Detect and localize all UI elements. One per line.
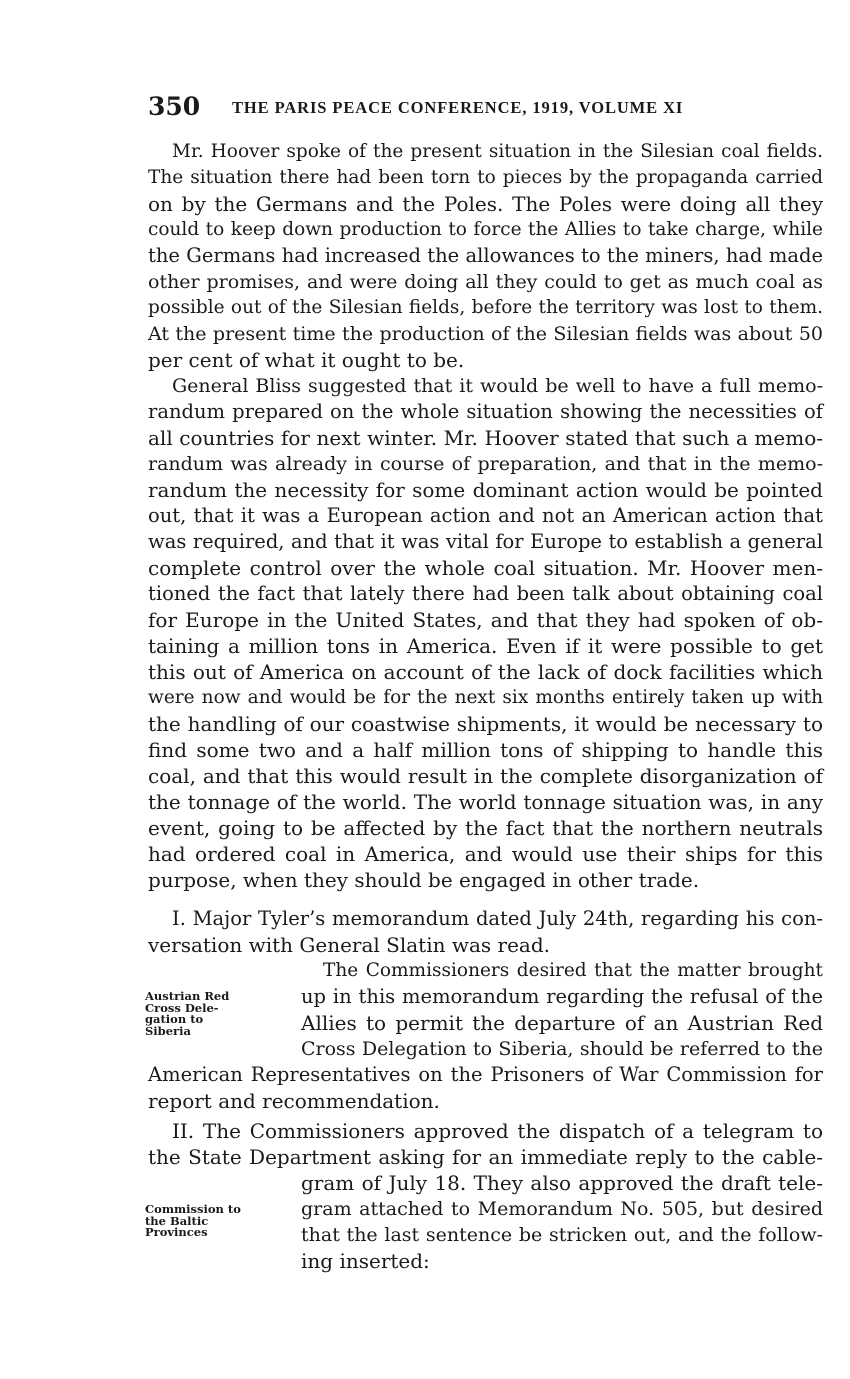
text-line: randum was already in course of preparation, and that in the memo-	[148, 453, 823, 475]
text-line: event, going to be affected by the fact that the northern neutrals	[148, 816, 823, 840]
text-line: coal, and that this would result in the complete disorganization of	[148, 764, 823, 788]
text-line: the tonnage of the world. The world tonnage situation was, in any	[148, 790, 823, 814]
text-line: taining a million tons in America. Even if it were possible to get	[148, 634, 823, 658]
text-line: gram of July 18. They also approved the draft tele-	[301, 1171, 823, 1195]
page-number: 350	[148, 92, 201, 121]
margin-note-baltic-provinces	[145, 1204, 255, 1239]
margin-note-line: Commission to	[145, 1202, 241, 1216]
text-line: Allies to permit the departure of an Austrian Red	[301, 1011, 823, 1035]
text-line: I. Major Tyler’s memorandum dated July 24th, regarding his con-	[172, 907, 823, 930]
text-line: were now and would be for the next six months entirely taken up with	[148, 687, 823, 708]
margin-note-line: Austrian Red	[145, 989, 230, 1003]
text-line: on by the Germans and the Poles. The Poles were doing all they	[148, 192, 823, 216]
text-line: could to keep down production to force the Allies to take charge, while	[148, 219, 823, 240]
text-line: all countries for next winter. Mr. Hoover stated that such a memo-	[148, 426, 823, 450]
text-line: report and recommendation.	[148, 1089, 440, 1113]
text-line: the State Department asking for an immediate reply to the cable-	[148, 1145, 823, 1169]
text-line: The situation there had been torn to pieces by the propaganda carried	[148, 167, 823, 188]
running-head	[148, 90, 828, 124]
text-line: II. The Commissioners approved the dispatch of a telegram to	[172, 1119, 823, 1143]
text-line: find some two and a half million tons of shipping to handle this	[148, 738, 823, 762]
text-line: up in this memorandum regarding the refusal of the	[301, 985, 823, 1008]
margin-note-line: gation to	[145, 1012, 204, 1026]
text-line: the Germans had increased the allowances to the miners, had made	[148, 244, 823, 267]
margin-note-line: the Baltic	[145, 1213, 209, 1228]
text-line: The Commissioners desired that the matter brought	[323, 960, 823, 981]
text-line: per cent of what it ought to be.	[148, 348, 465, 372]
margin-note-line: Siberia	[145, 1023, 191, 1038]
text-line: versation with General Slatin was read.	[148, 933, 550, 957]
text-line: At the present time the production of the Silesian fields was about 50	[148, 323, 823, 345]
text-line: other promises, and were doing all they could to get as much coal as	[148, 271, 823, 293]
margin-note-line: Cross Dele-	[145, 1000, 219, 1015]
running-title: THE PARIS PEACE CONFERENCE, 1919, VOLUME XI	[232, 98, 684, 117]
text-line: tioned the fact that lately there had been talk about obtaining coal	[148, 582, 823, 605]
text-line: ing inserted:	[301, 1249, 430, 1273]
text-line: Mr. Hoover spoke of the present situation in the Silesian coal fields.	[172, 141, 823, 162]
margin-note-austrian-red-cross	[145, 991, 255, 1037]
text-line: General Bliss suggested that it would be well to have a full memo-	[172, 375, 823, 397]
text-line: possible out of the Silesian fields, before the territory was lost to them.	[148, 297, 823, 318]
text-line: Cross Delegation to Siberia, should be referred to the	[301, 1038, 823, 1060]
text-line: had ordered coal in America, and would use their ships for this	[148, 842, 823, 866]
text-line: out, that it was a European action and not an American action that	[148, 504, 823, 527]
text-line: for Europe in the United States, and that they had spoken of ob-	[148, 608, 823, 632]
text-line: American Representatives on the Prisoners of War Commission for	[148, 1063, 823, 1086]
text-line: this out of America on account of the lack of dock facilities which	[148, 660, 823, 684]
margin-note-line: Provinces	[145, 1225, 208, 1239]
text-line: gram attached to Memorandum No. 505, but desired	[301, 1198, 823, 1220]
text-line: the handling of our coastwise shipments, it would be necessary to	[148, 712, 823, 736]
text-line: randum the necessity for some dominant action would be pointed	[148, 478, 823, 502]
text-line: randum prepared on the whole situation showing the necessities of	[148, 400, 823, 423]
text-line: complete control over the whole coal situation. Mr. Hoover men-	[148, 556, 823, 580]
text-line: purpose, when they should be engaged in other trade.	[148, 868, 700, 892]
text-line: that the last sentence be stricken out, and the follow-	[301, 1224, 823, 1246]
text-line: was required, and that it was vital for Europe to establish a general	[148, 530, 823, 553]
